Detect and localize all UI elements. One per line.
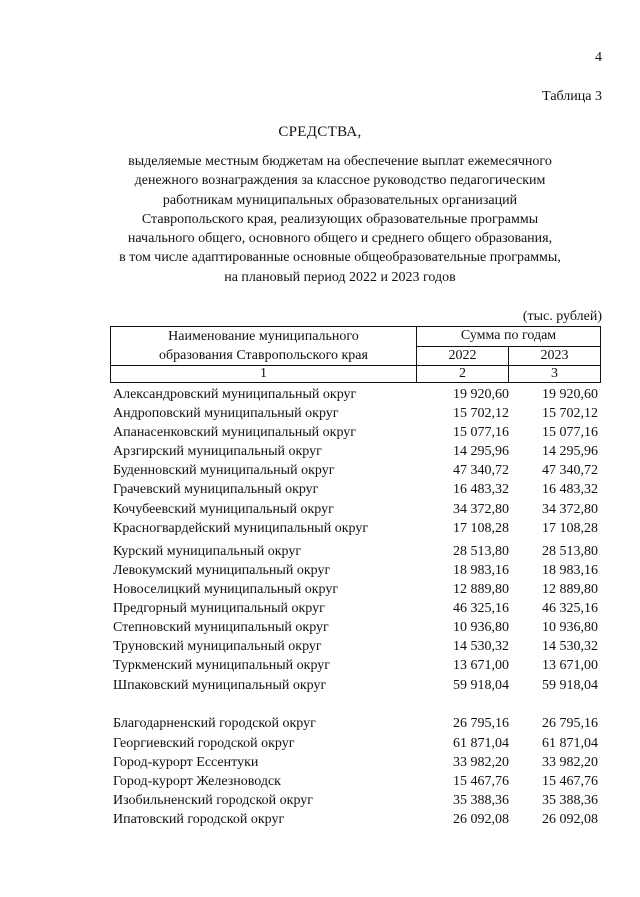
row-value-2022: 26 092,08 [453, 812, 509, 827]
row-value-2023: 28 513,80 [542, 544, 598, 559]
table-row [113, 462, 601, 480]
table-row [113, 657, 601, 675]
row-value-2023: 47 340,72 [542, 463, 598, 478]
row-value-2022: 12 889,80 [453, 582, 509, 597]
header-name-line1: Наименование муниципального [168, 329, 359, 344]
row-name: Город-курорт Железноводск [113, 774, 281, 789]
row-value-2023: 14 295,96 [542, 444, 598, 459]
row-value-2023: 15 077,16 [542, 425, 598, 440]
table-row [113, 405, 601, 423]
table-row [113, 501, 601, 519]
row-name: Красногвардейский муниципальный округ [113, 521, 369, 536]
row-value-2022: 16 483,32 [453, 482, 509, 497]
units-label: (тыс. рублей) [522, 309, 602, 324]
row-value-2023: 35 388,36 [542, 793, 598, 808]
row-name: Левокумский муниципальный округ [113, 563, 331, 578]
table-header [110, 326, 601, 383]
description-line: на плановый период 2022 и 2023 годов [224, 269, 456, 285]
table-row [113, 581, 601, 599]
row-value-2023: 10 936,80 [542, 620, 598, 635]
row-name: Город-курорт Ессентуки [113, 755, 259, 770]
header-col-2: 2 [417, 366, 509, 383]
row-name: Степновский муниципальный округ [113, 620, 329, 635]
header-col-1: 1 [111, 366, 417, 383]
table-row [113, 481, 601, 499]
row-value-2023: 13 671,00 [542, 658, 598, 673]
row-name: Курский муниципальный округ [113, 544, 302, 559]
header-sum-by-years: Сумма по годам [417, 327, 601, 347]
row-value-2022: 26 795,16 [453, 716, 509, 731]
row-value-2023: 59 918,04 [542, 678, 598, 693]
row-value-2022: 46 325,16 [453, 601, 509, 616]
row-name: Туркменский муниципальный округ [113, 658, 330, 673]
document-title: СРЕДСТВА, [278, 124, 362, 140]
table-row [113, 443, 601, 461]
row-value-2022: 33 982,20 [453, 755, 509, 770]
table-row [113, 638, 601, 656]
row-value-2023: 15 467,76 [542, 774, 598, 789]
row-name: Арзгирский муниципальный округ [113, 444, 322, 459]
table-row [113, 735, 601, 753]
header-name-line2: образования Ставропольского края [159, 348, 368, 363]
row-name: Александровский муниципальный округ [113, 387, 357, 402]
header-name-cell [111, 327, 417, 366]
description-line: работникам муниципальных образовательных организаций [162, 192, 518, 208]
row-name: Георгиевский городской округ [113, 736, 295, 751]
table-row [113, 600, 601, 618]
row-value-2023: 46 325,16 [542, 601, 598, 616]
table-row [113, 520, 601, 538]
header-col-3: 3 [509, 366, 601, 383]
row-value-2022: 19 920,60 [453, 387, 509, 402]
row-value-2023: 26 795,16 [542, 716, 598, 731]
table-row [113, 543, 601, 561]
header-year-2022: 2022 [417, 346, 509, 366]
description-line: начального общего, основного общего и среднего общего образования, [127, 231, 553, 247]
header-year-2023: 2023 [509, 346, 601, 366]
row-value-2023: 26 092,08 [542, 812, 598, 827]
row-name: Кочубеевский муниципальный округ [113, 502, 334, 517]
table-row [113, 619, 601, 637]
row-name: Благодарненский городской округ [113, 716, 316, 731]
row-value-2022: 14 530,32 [453, 639, 509, 654]
row-value-2023: 61 871,04 [542, 736, 598, 751]
table-row [113, 811, 601, 829]
row-value-2022: 28 513,80 [453, 544, 509, 559]
row-value-2022: 13 671,00 [453, 658, 509, 673]
row-value-2022: 61 871,04 [453, 736, 509, 751]
row-value-2022: 17 108,28 [453, 521, 509, 536]
row-value-2023: 18 983,16 [542, 563, 598, 578]
row-name: Апанасенковский муниципальный округ [113, 425, 357, 440]
row-value-2022: 47 340,72 [453, 463, 509, 478]
table-row [113, 424, 601, 442]
row-name: Труновский муниципальный округ [113, 639, 322, 654]
row-value-2023: 15 702,12 [542, 406, 598, 421]
description-line: выделяемые местным бюджетам на обеспечение выплат ежемесячного [128, 154, 552, 169]
row-value-2023: 17 108,28 [542, 521, 598, 536]
row-value-2023: 14 530,32 [542, 639, 598, 654]
row-value-2022: 15 077,16 [453, 425, 509, 440]
row-value-2023: 33 982,20 [542, 755, 598, 770]
row-value-2023: 34 372,80 [542, 502, 598, 517]
table-row [113, 562, 601, 580]
row-value-2023: 19 920,60 [542, 387, 598, 402]
row-value-2022: 59 918,04 [453, 678, 509, 693]
row-name: Ипатовский городской округ [113, 812, 285, 827]
description-line: в том числе адаптированные основные общеобразовательные программы, [119, 250, 561, 266]
row-value-2022: 18 983,16 [453, 563, 509, 578]
document-description [90, 152, 590, 287]
description-line: денежного вознаграждения за классное руководство педагогическим [134, 173, 546, 189]
row-value-2022: 10 936,80 [453, 620, 509, 635]
row-value-2022: 14 295,96 [453, 444, 509, 459]
table-row [113, 386, 601, 404]
row-name: Андроповский муниципальный округ [113, 406, 339, 421]
row-name: Новоселицкий муниципальный округ [113, 582, 339, 597]
description-line: Ставропольского края, реализующих образовательные программы [141, 211, 539, 227]
row-value-2023: 16 483,32 [542, 482, 598, 497]
table-row [113, 715, 601, 733]
table-row [113, 773, 601, 791]
row-value-2022: 15 467,76 [453, 774, 509, 789]
row-value-2023: 12 889,80 [542, 582, 598, 597]
row-name: Предгорный муниципальный округ [113, 601, 325, 616]
table-row [113, 792, 601, 810]
row-name: Изобильненский городской округ [113, 793, 314, 808]
row-name: Буденновский муниципальный округ [113, 463, 335, 478]
page-number: 4 [595, 50, 602, 65]
row-value-2022: 15 702,12 [453, 406, 509, 421]
row-value-2022: 34 372,80 [453, 502, 509, 517]
row-value-2022: 35 388,36 [453, 793, 509, 808]
table-row [113, 754, 601, 772]
table-row [113, 677, 601, 695]
row-name: Грачевский муниципальный округ [113, 482, 319, 497]
table-label: Таблица 3 [542, 89, 602, 104]
row-name: Шпаковский муниципальный округ [113, 678, 327, 693]
